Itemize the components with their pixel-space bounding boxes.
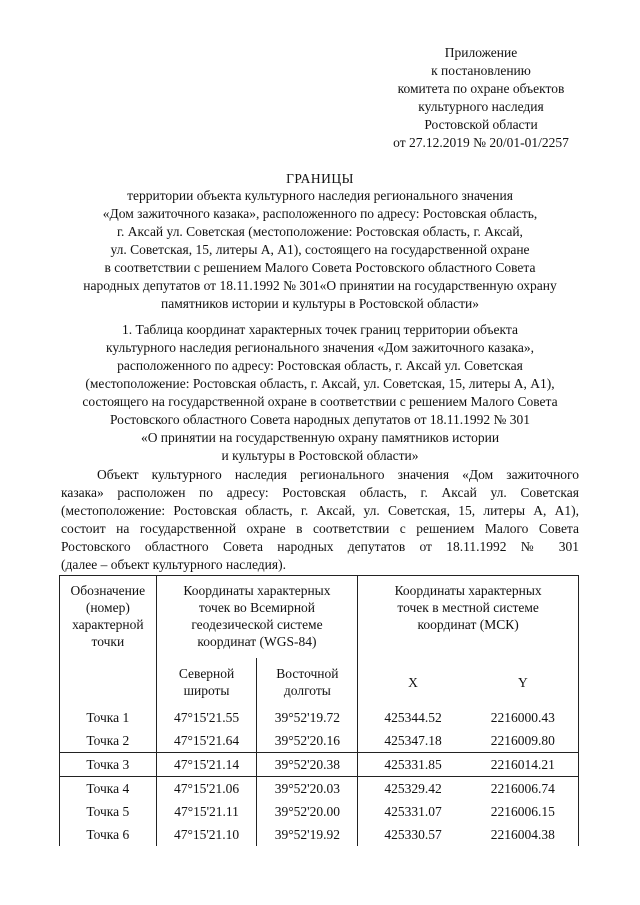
subtitle-line: «Дом зажиточного казака», расположенного по адресу: Ростовская область, [102, 206, 538, 221]
header-text: Координаты характерных [394, 583, 542, 598]
section-heading-line: (местоположение: Ростовская область, г. Аксай, ул. Советская, 15, литеры А, А1), [85, 376, 555, 391]
header-msk [358, 576, 579, 659]
cell-lat: 47°15'21.10 [156, 823, 257, 846]
cell-lat: 47°15'21.55 [156, 706, 257, 729]
cell-x: 425331.07 [358, 800, 468, 823]
header-text: точек во Всемирной [198, 600, 316, 615]
section-heading-line: Ростовского областного Совета народных депутатов от 18.11.1992 № 301 [110, 412, 530, 427]
cell-y: 2216000.43 [468, 706, 579, 729]
cell-x: 425330.57 [358, 823, 468, 846]
appendix-block [366, 44, 596, 152]
cell-y: 2216006.15 [468, 800, 579, 823]
section-heading-line: культурного наследия регионального значения «Дом зажиточного казака», [105, 340, 535, 355]
table-row [60, 729, 579, 753]
table-row [60, 800, 579, 823]
section-heading-line: 1. Таблица координат характерных точек границ территории объекта [122, 322, 518, 337]
subheader-text: долготы [283, 683, 331, 698]
section-heading-line: состоящего на государственной охране в соответствии с решением Малого Совета [82, 394, 558, 409]
cell-point-name: Точка 5 [60, 800, 157, 823]
subheader-text: Северной [178, 666, 235, 681]
cell-x: 425344.52 [358, 706, 468, 729]
header-text: Координаты характерных [183, 583, 331, 598]
table-row [60, 753, 579, 777]
subheader-lat [156, 658, 257, 706]
coordinates-table [59, 575, 579, 846]
cell-point-name: Точка 1 [60, 706, 157, 729]
subheader-text: широты [183, 683, 230, 698]
subtitle-line: г. Аксай ул. Советская (местоположение: Ростовская область, г. Аксай, [117, 224, 523, 239]
cell-y: 2216006.74 [468, 777, 579, 801]
table-row [60, 706, 579, 729]
cell-lat: 47°15'21.11 [156, 800, 257, 823]
cell-x: 425329.42 [358, 777, 468, 801]
subtitle-line: народных депутатов от 18.11.1992 № 301«О принятии на государственную охрану [83, 278, 557, 293]
cell-lat: 47°15'21.64 [156, 729, 257, 753]
subheader-lon [257, 658, 358, 706]
cell-lon: 39°52'20.16 [257, 729, 358, 753]
document-subtitle [40, 187, 600, 313]
cell-point-name: Точка 4 [60, 777, 157, 801]
cell-lon: 39°52'19.72 [257, 706, 358, 729]
header-text: характерной [72, 617, 144, 632]
header-text: (номер) [85, 600, 130, 615]
subtitle-line: ул. Советская, 15, литеры А, А1), состоящего на государственной охране [110, 242, 530, 257]
cell-x: 425347.18 [358, 729, 468, 753]
subheader-x: X [358, 658, 468, 706]
subheader-y: Y [468, 658, 579, 706]
appendix-line: Ростовской области [424, 117, 538, 132]
cell-lat: 47°15'21.14 [156, 753, 257, 777]
section-heading [40, 321, 600, 465]
cell-lon: 39°52'20.00 [257, 800, 358, 823]
subtitle-line: памятников истории и культуры в Ростовской области» [161, 296, 479, 311]
paragraph-line: казака» расположен по адресу: Ростовская область, г. Аксай ул. Советская [61, 485, 579, 500]
paragraph-line: (далее – объект культурного наследия). [61, 557, 286, 572]
paragraph-line: Ростовского областного Совета народных депутатов от 18.11.1992 № 301 [61, 539, 579, 554]
appendix-line: комитета по охране объектов [397, 81, 565, 96]
section-heading-line: расположенного по адресу: Ростовская область, г. Аксай ул. Советская [117, 358, 523, 373]
appendix-line: Приложение [444, 45, 518, 60]
appendix-line: от 27.12.2019 № 20/01-01/2257 [393, 135, 569, 150]
cell-lat: 47°15'21.06 [156, 777, 257, 801]
header-text: координат (WGS-84) [197, 634, 317, 649]
subheader-text: Восточной [276, 666, 339, 681]
section-heading-line: и культуры в Ростовской области» [221, 448, 419, 463]
table-row [60, 823, 579, 846]
cell-point-name: Точка 6 [60, 823, 157, 846]
cell-lon: 39°52'20.03 [257, 777, 358, 801]
header-text: геодезической системе [191, 617, 323, 632]
section-heading-line: «О принятии на государственную охрану памятников истории [140, 430, 500, 445]
cell-x: 425331.85 [358, 753, 468, 777]
cell-y: 2216009.80 [468, 729, 579, 753]
header-designation [60, 576, 157, 707]
paragraph-line: (местоположение: Ростовская область, г. Аксай, ул. Советская, 15, литеры А, А1), [61, 503, 579, 518]
subtitle-line: в соответствии с решением Малого Совета Ростовского областного Совета [104, 260, 536, 275]
paragraph-line: состоит на государственной охране в соответствии с решением Малого Совета [61, 521, 579, 536]
table-header-row [60, 576, 579, 659]
cell-y: 2216014.21 [468, 753, 579, 777]
body-paragraph [61, 466, 579, 574]
cell-lon: 39°52'19.92 [257, 823, 358, 846]
cell-point-name: Точка 2 [60, 729, 157, 753]
appendix-line: к постановлению [431, 63, 531, 78]
table-row [60, 777, 579, 801]
header-wgs [156, 576, 358, 659]
paragraph-line: Объект культурного наследия регионального значения «Дом зажиточного [97, 467, 579, 482]
appendix-line: культурного наследия [418, 99, 544, 114]
cell-point-name: Точка 3 [60, 753, 157, 777]
header-text: координат (МСК) [417, 617, 519, 632]
header-text: точки [91, 634, 125, 649]
cell-lon: 39°52'20.38 [257, 753, 358, 777]
header-text: Обозначение [70, 583, 146, 598]
document-title: ГРАНИЦЫ [286, 171, 354, 186]
cell-y: 2216004.38 [468, 823, 579, 846]
subtitle-line: территории объекта культурного наследия регионального значения [127, 188, 513, 203]
header-text: точек в местной системе [397, 600, 539, 615]
